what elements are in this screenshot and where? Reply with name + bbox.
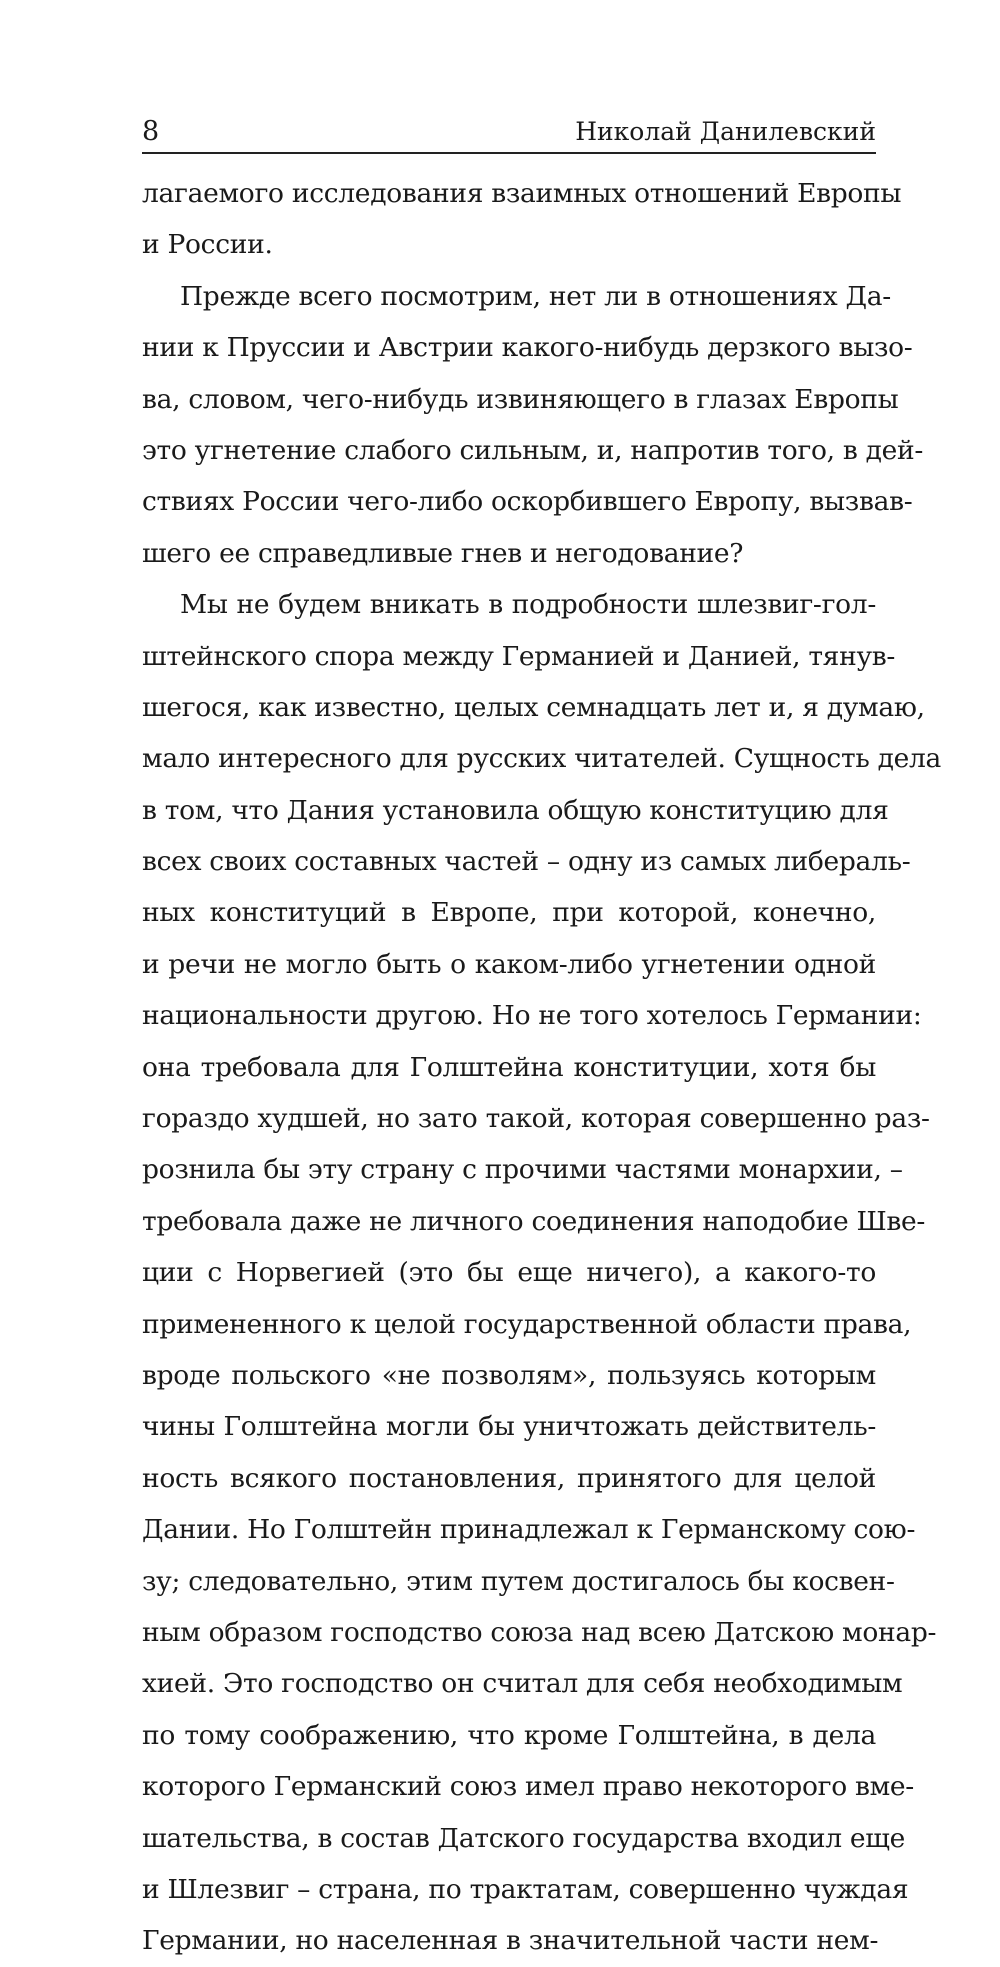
text-line: Германии, но населенная в значительной части нем- bbox=[142, 1925, 879, 1957]
text-line: примененного к целой государственной области права, bbox=[142, 1308, 912, 1340]
text-line: хией. Это господство он считал для себя необходимым bbox=[142, 1668, 903, 1700]
text-line: и России. bbox=[142, 229, 273, 261]
text-line: шегося, как известно, целых семнадцать лет и, я думаю, bbox=[142, 691, 925, 723]
book-page bbox=[142, 112, 942, 1967]
text-line: нии к Пруссии и Австрии какого-нибудь дерзкого вызо- bbox=[142, 332, 913, 364]
text-line: ным образом господство союза над всею Датскою монар- bbox=[142, 1616, 937, 1648]
text-line: шательства, в состав Датского государства входил еще bbox=[142, 1822, 905, 1854]
text-line: Прежде всего посмотрим, нет ли в отношениях Да- bbox=[180, 280, 891, 312]
text-line: она требовала для Голштейна конституции, хотя бы bbox=[142, 1051, 876, 1083]
text-line: ции с Норвегией (это бы еще ничего), а какого-то bbox=[142, 1257, 876, 1289]
text-line: Дании. Но Голштейн принадлежал к Германскому сою- bbox=[142, 1514, 916, 1546]
text-line: и Шлезвиг – страна, по трактатам, совершенно чуждая bbox=[142, 1873, 909, 1905]
text-line: ных конституций в Европе, при которой, конечно, bbox=[142, 897, 876, 929]
text-line: по тому соображению, что кроме Голштейна, в дела bbox=[142, 1719, 876, 1751]
text-line: вроде польского «не позволям», пользуясь которым bbox=[142, 1359, 876, 1391]
text-line: штейнского спора между Германией и Данией, тянув- bbox=[142, 640, 896, 672]
running-head bbox=[142, 112, 876, 154]
text-line: мало интересного для русских читателей. Сущность дела bbox=[142, 743, 942, 775]
text-line: рознила бы эту страну с прочими частями монархии, – bbox=[142, 1154, 903, 1186]
text-line: чины Голштейна могли бы уничтожать действитель- bbox=[142, 1411, 876, 1443]
text-line: Мы не будем вникать в подробности шлезвиг-гол- bbox=[180, 589, 876, 621]
text-line: и речи не могло быть о каком-либо угнетении одной bbox=[142, 948, 876, 980]
text-line: в том, что Дания установила общую конституцию для bbox=[142, 794, 889, 826]
text-line: которого Германский союз имел право некоторого вме- bbox=[142, 1771, 914, 1803]
text-line: зу; следовательно, этим путем достигалось бы косвен- bbox=[142, 1565, 895, 1597]
text-line: национальности другою. Но не того хотелось Германии: bbox=[142, 1000, 922, 1032]
text-line: ствиях России чего-либо оскорбившего Европу, вызвав- bbox=[142, 486, 913, 518]
author-name: Николай Данилевский bbox=[575, 117, 876, 146]
body-text bbox=[142, 168, 942, 1967]
text-line: ность всякого постановления, принятого для целой bbox=[142, 1462, 876, 1494]
text-line: это угнетение слабого сильным, и, напротив того, в дей- bbox=[142, 434, 924, 466]
text-line: ва, словом, чего-нибудь извиняющего в глазах Европы bbox=[142, 383, 899, 415]
text-line: всех своих составных частей – одну из самых либераль- bbox=[142, 846, 911, 878]
page-number: 8 bbox=[142, 116, 160, 147]
text-line: требовала даже не личного соединения наподобие Шве- bbox=[142, 1205, 926, 1237]
text-line: лагаемого исследования взаимных отношений Европы bbox=[142, 178, 902, 209]
text-line: шего ее справедливые гнев и негодование? bbox=[142, 537, 744, 569]
text-line: гораздо худшей, но зато такой, которая совершенно раз- bbox=[142, 1103, 930, 1135]
